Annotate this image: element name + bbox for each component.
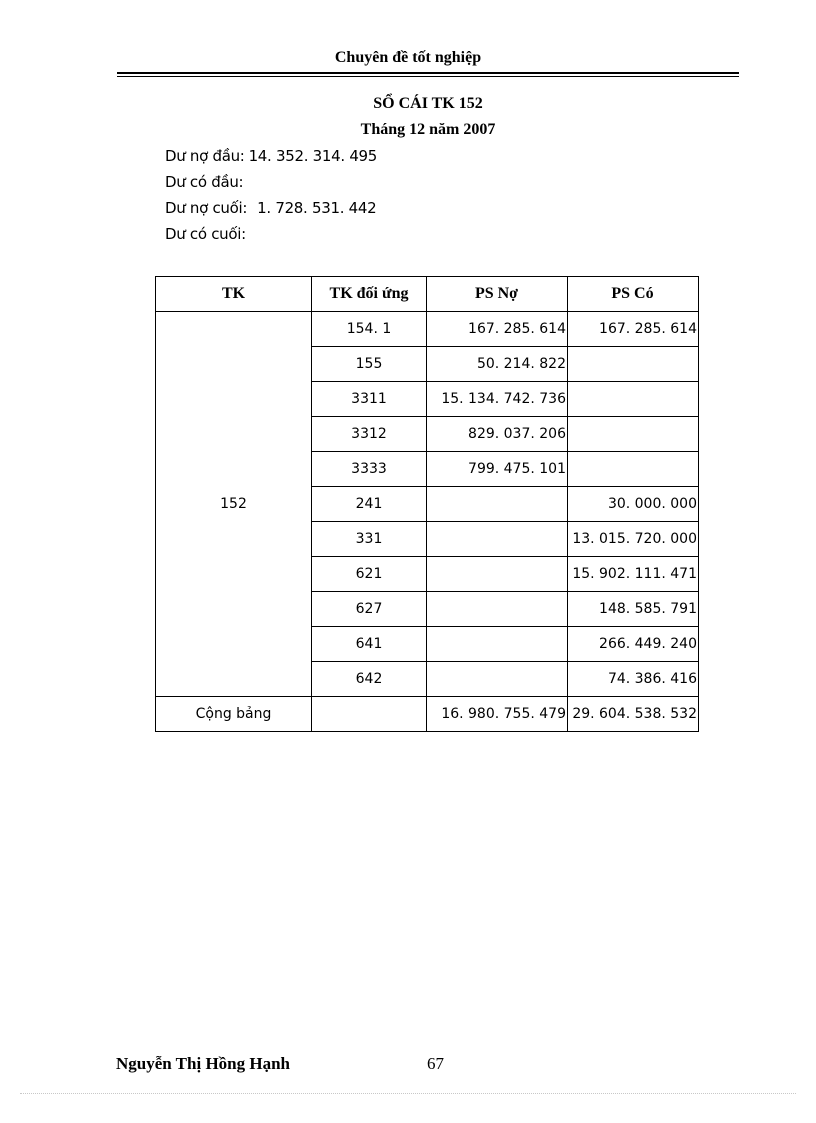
contra-cell: 331 [312,522,427,557]
credit-cell: 74. 386. 416 [568,662,699,697]
opening-credit-balance [165,173,247,191]
credit-cell [568,417,699,452]
contra-cell: 154. 1 [312,312,427,347]
running-header-title: Chuyên đề tốt nghiệp [334,49,482,66]
total-debit: 16. 980. 755. 479 [427,697,568,732]
closing-debit-balance [165,199,376,217]
credit-cell [568,382,699,417]
balance-value: 14. 352. 314. 495 [248,147,378,165]
credit-cell: 13. 015. 720. 000 [568,522,699,557]
total-credit: 29. 604. 538. 532 [568,697,699,732]
footer-author: Nguyễn Thị Hồng Hạnh [116,1054,291,1073]
total-label: Cộng bảng [156,697,312,732]
table-row [156,312,699,347]
credit-cell: 30. 000. 000 [568,487,699,522]
header-tk: TK [156,277,312,312]
page-number: 67 [427,1054,444,1073]
credit-cell: 167. 285. 614 [568,312,699,347]
credit-cell: 15. 902. 111. 471 [568,557,699,592]
contra-cell: 3333 [312,452,427,487]
credit-cell [568,452,699,487]
debit-cell: 829. 037. 206 [427,417,568,452]
page-bottom-border [20,1093,796,1094]
balance-label: Dư có cuối: [165,225,246,243]
debit-cell [427,627,568,662]
contra-cell: 3312 [312,417,427,452]
debit-cell [427,662,568,697]
account-cell: 152 [156,312,312,697]
contra-cell: 627 [312,592,427,627]
opening-debit-balance [165,147,377,165]
header-rule-thin [117,76,739,77]
ledger-table [155,276,699,732]
balance-value: 1. 728. 531. 442 [257,199,377,217]
total-contra-cell [312,697,427,732]
debit-cell [427,522,568,557]
debit-cell: 167. 285. 614 [427,312,568,347]
table-header-row [156,277,699,312]
debit-cell: 799. 475. 101 [427,452,568,487]
closing-credit-balance [165,225,250,243]
header-contra-account: TK đối ứng [312,277,427,312]
contra-cell: 641 [312,627,427,662]
document-subtitle: Tháng 12 năm 2007 [360,121,496,138]
debit-cell [427,592,568,627]
total-row [156,697,699,732]
contra-cell: 3311 [312,382,427,417]
debit-cell [427,557,568,592]
contra-cell: 621 [312,557,427,592]
balance-label: Dư có đầu: [165,173,244,191]
contra-cell: 642 [312,662,427,697]
document-title: SỔ CÁI TK 152 [373,95,483,112]
debit-cell: 15. 134. 742. 736 [427,382,568,417]
contra-cell: 241 [312,487,427,522]
debit-cell: 50. 214. 822 [427,347,568,382]
credit-cell: 266. 449. 240 [568,627,699,662]
contra-cell: 155 [312,347,427,382]
header-rule-thick [117,72,739,74]
credit-cell: 148. 585. 791 [568,592,699,627]
header-debit: PS Nợ [427,277,568,312]
credit-cell [568,347,699,382]
debit-cell [427,487,568,522]
header-credit: PS Có [568,277,699,312]
balance-label: Dư nợ đầu: [165,147,245,165]
balance-label: Dư nợ cuối: [165,199,248,217]
